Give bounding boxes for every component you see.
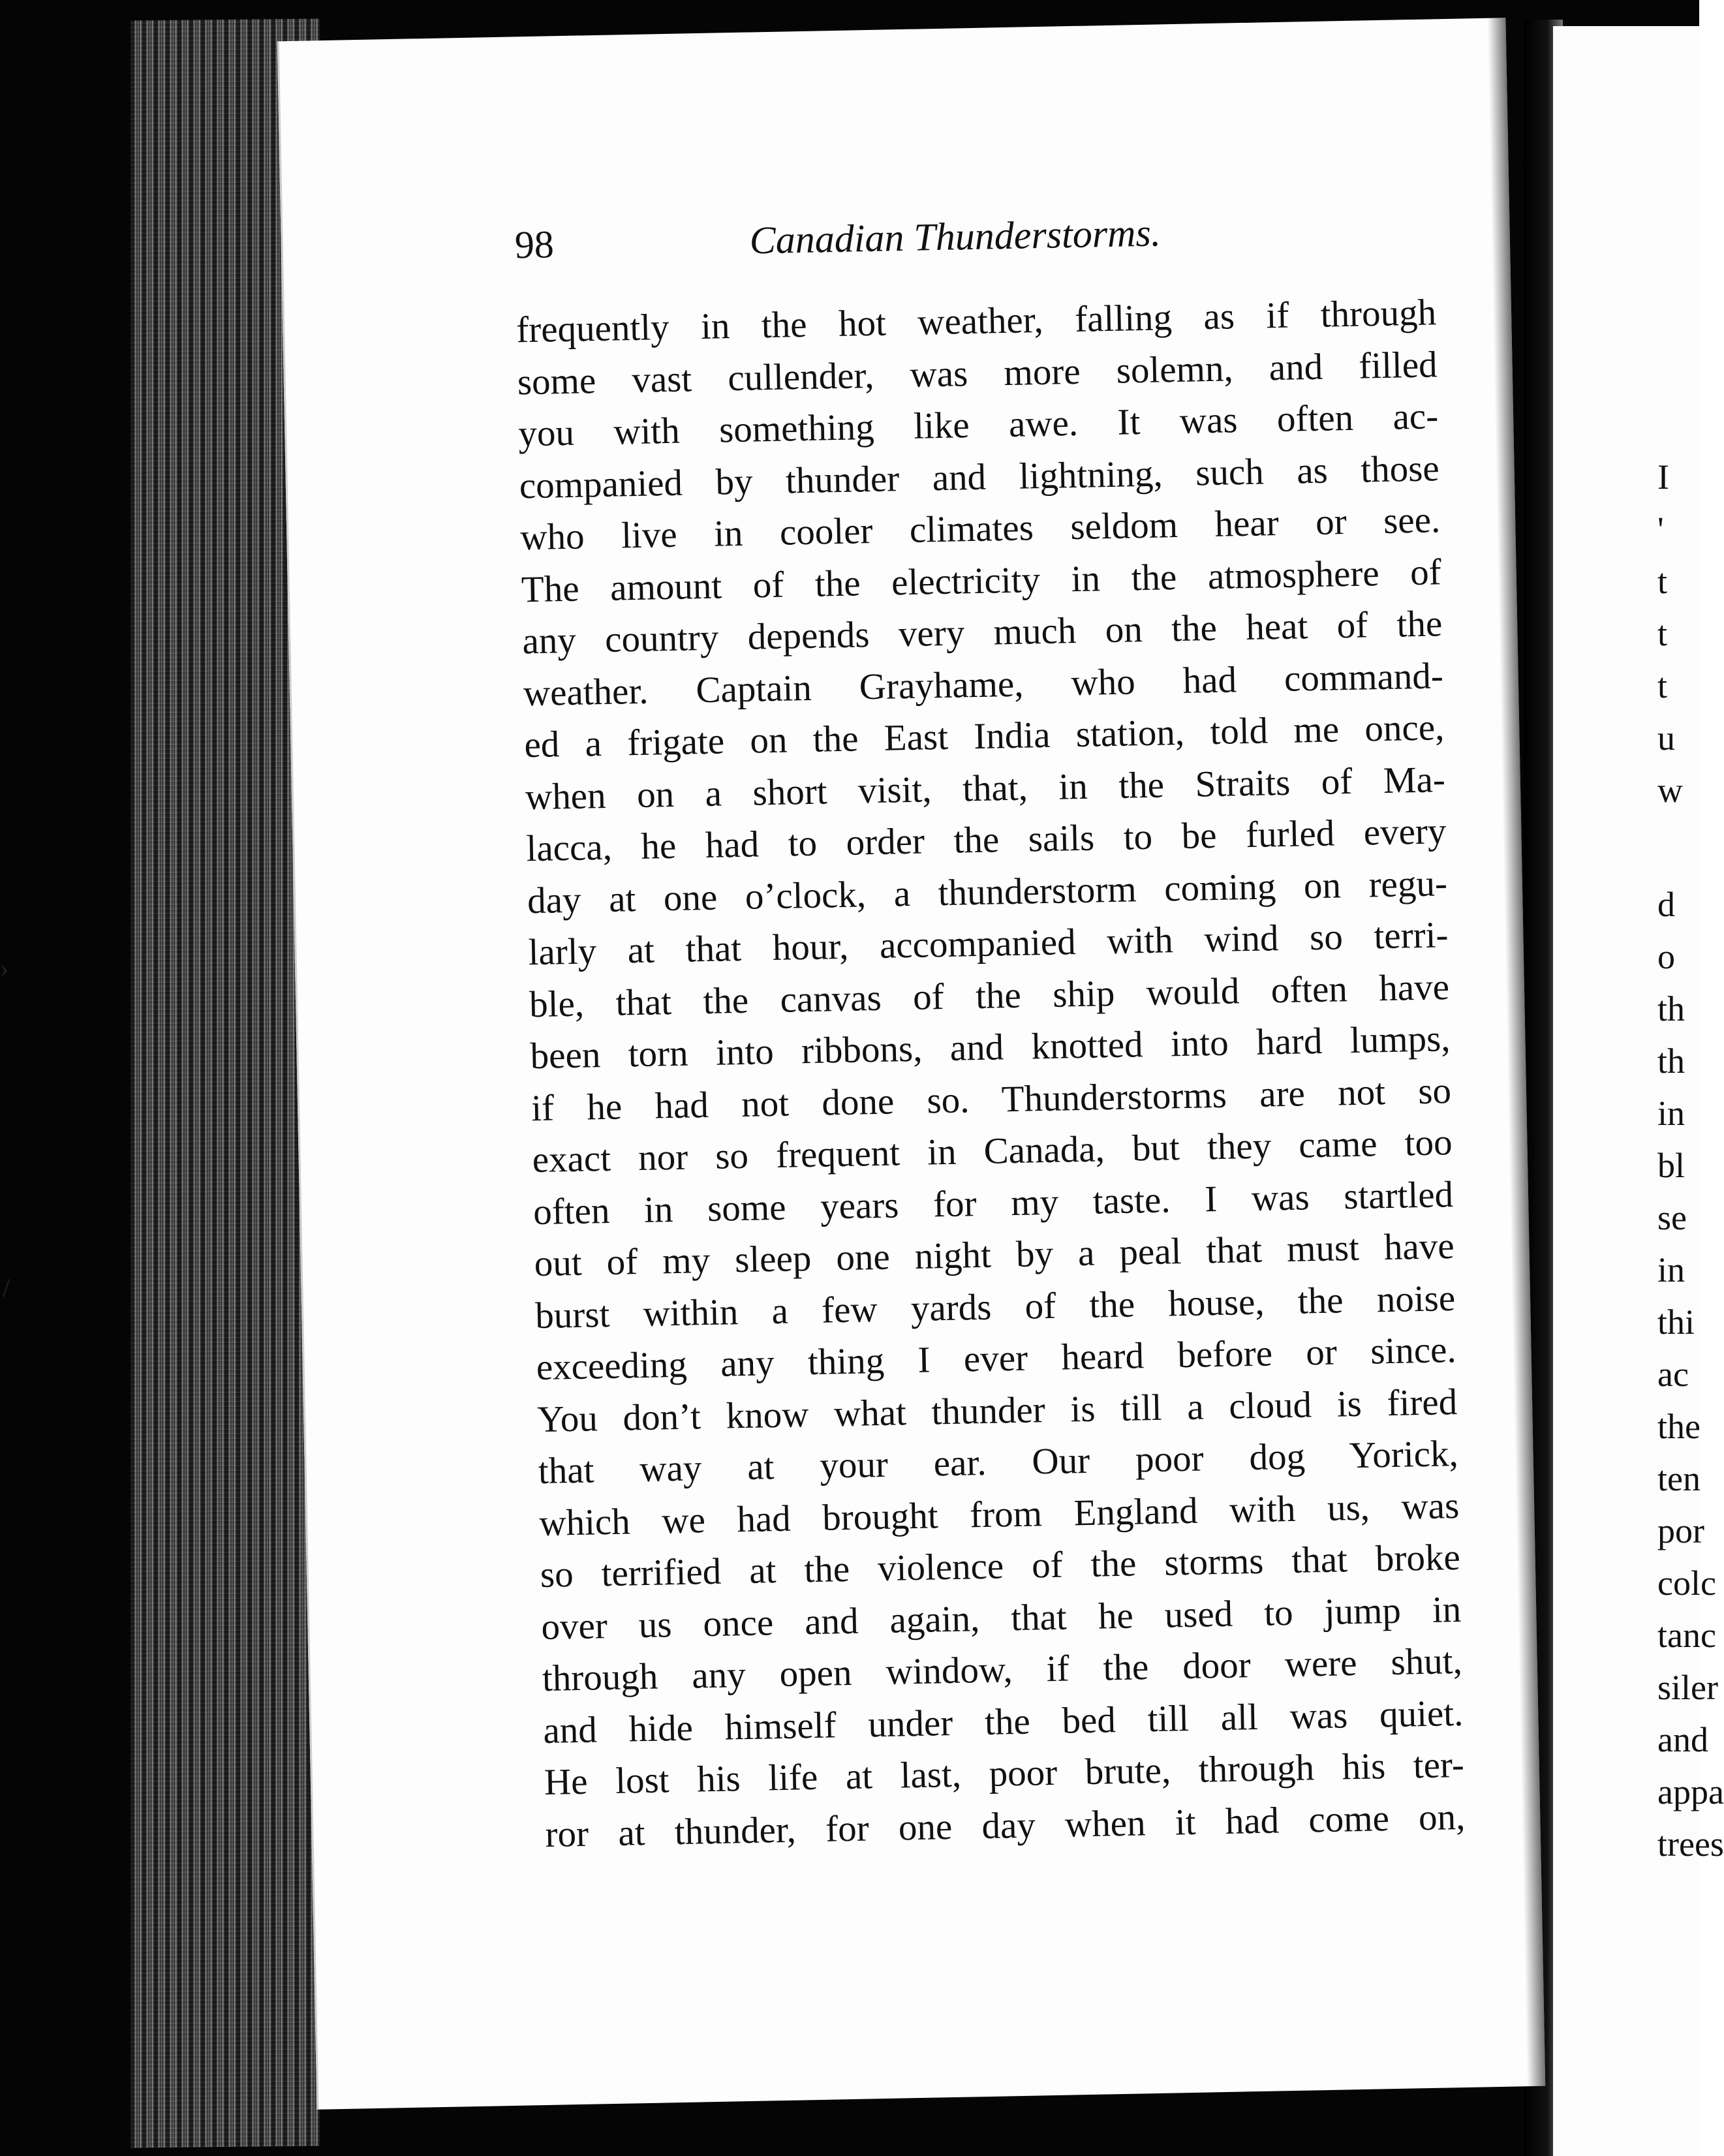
facing-page-fragment: t [1657,614,1668,653]
facing-page-fragment: bl [1657,1146,1686,1185]
text-line: if he had not done so. Thunderstorms are not so [531,1070,1452,1129]
facing-page-fragment: por [1657,1511,1704,1550]
text-line: weather. Captain Grayhame, who had command- [523,654,1444,714]
text-line: often in some years for my taste. I was startled [532,1173,1454,1233]
facing-page-fragment: t [1657,666,1668,705]
facing-page-fragment: th [1657,989,1686,1028]
facing-page-fragment: colc [1657,1563,1716,1603]
facing-page-fragment: se [1657,1198,1687,1237]
facing-page-fragment: the [1657,1407,1701,1446]
text-line: day at one o’clock, a thunderstorm coming on regu- [527,862,1448,921]
text-line: He lost his life at last, poor brute, through his ter- [544,1744,1465,1803]
margin-bracket-mark: › [0,953,9,983]
text-line: exceeding any thing I ever heard before or since. [536,1329,1457,1389]
facing-page-fragment: in [1657,1250,1686,1289]
text-line: companied by thunder and lightning, such as those [519,447,1440,506]
facing-page-fragment: d [1657,885,1675,924]
text-line: been torn into ribbons, and knotted into hard lumps, [530,1018,1451,1077]
text-line: over us once and again, that he used to jump in [540,1588,1462,1648]
body-text [516,286,1466,1860]
text-line: frequently in the hot weather, falling as if through [516,292,1437,351]
text-line: when on a short visit, that, in the Straits of Ma- [525,758,1446,818]
facing-page-fragment: t [1657,562,1668,601]
facing-page-fragment: tanc [1657,1616,1716,1655]
text-line: so terrified at the violence of the storms that broke [540,1536,1461,1596]
facing-page-fragment: o [1657,937,1675,976]
text-line: which we had brought from England with us, was [538,1485,1460,1544]
text-line: ror at thunder, for one day when it had come on, [544,1796,1466,1855]
text-line: through any open window, if the door were shut, [542,1640,1463,1700]
facing-page-fragment: w [1657,771,1683,810]
text-line: out of my sleep one night by a peal that must have [534,1225,1455,1285]
text-line: The amount of the electricity in the atmosphere of [521,551,1442,610]
facing-page-fragment: appa [1657,1772,1724,1811]
page-number: 98 [514,223,555,267]
running-title: Canadian Thunderstorms. [749,211,1162,262]
facing-page-fragment: ac [1657,1355,1689,1394]
facing-page-fragment: trees [1657,1825,1724,1864]
text-line: who live in cooler climates seldom hear or see. [519,499,1441,559]
text-line: some vast cullender, was more solemn, and filled [517,343,1438,403]
facing-page-fragment: and [1657,1720,1708,1759]
text-line: ed a frigate on the East India station, told me once, [523,707,1445,766]
text-line: larly at that hour, accompanied with wind so terri- [528,914,1449,974]
page-header [514,208,1297,267]
facing-page-fragment: u [1657,718,1675,758]
text-line: any country depends very much on the heat of the [521,603,1443,662]
facing-page-fragment: I [1657,457,1669,497]
text-line: exact nor so frequent in Canada, but they came too [532,1122,1453,1181]
margin-tick-mark: / [3,1273,10,1302]
text-line: you with something like awe. It was often ac- [517,395,1439,455]
facing-page-fragment: ten [1657,1459,1701,1498]
text-line: You don’t know what thunder is till a cloud is fired [536,1381,1458,1440]
book-page [277,18,1546,2110]
facing-page-fragment: siler [1657,1668,1718,1707]
text-line: ble, that the canvas of the ship would often have [529,966,1450,1025]
text-line: and hide himself under the bed till all was quiet. [542,1692,1464,1751]
facing-page-fragment: in [1657,1094,1686,1133]
text-line: burst within a few yards of the house, the noise [534,1277,1456,1336]
text-line: lacca, he had to order the sails to be furled every [525,810,1447,870]
facing-page-fragment: ' [1657,510,1664,549]
facing-page-fragment: th [1657,1041,1686,1081]
facing-page-fragment: thi [1657,1302,1695,1342]
text-line: that way at your ear. Our poor dog Yorick, [538,1433,1459,1492]
